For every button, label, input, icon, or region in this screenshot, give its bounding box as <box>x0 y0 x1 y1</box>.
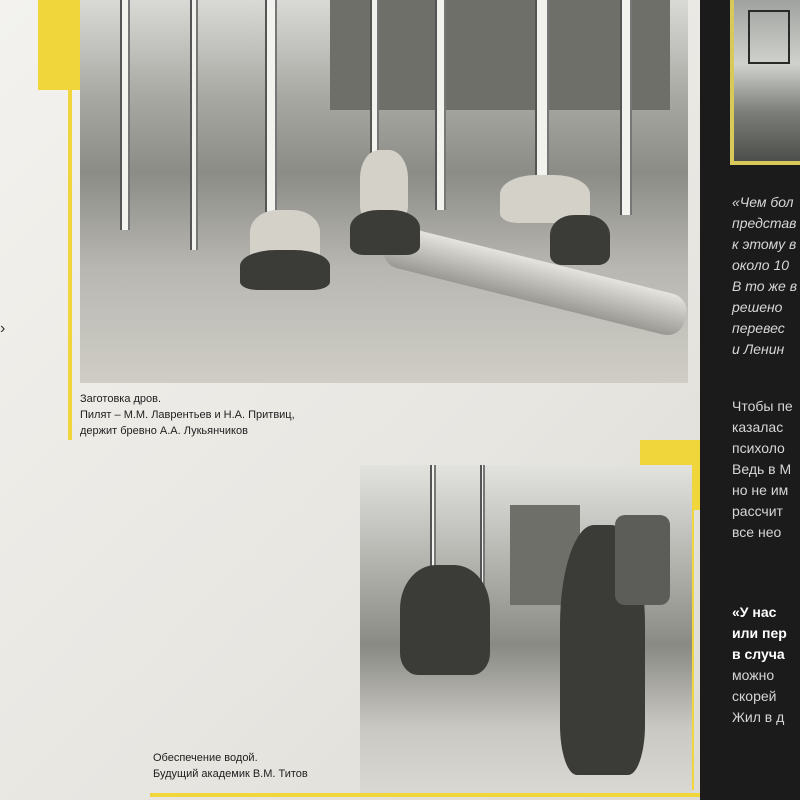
text-line: или пер <box>732 625 787 641</box>
yellow-accent-line-bottom <box>150 793 710 797</box>
arrow-mark-icon: › <box>0 320 6 337</box>
quote-paragraph <box>732 192 800 360</box>
text-line: можно <box>732 667 775 683</box>
body-paragraph <box>732 396 800 543</box>
text-line: представ <box>732 215 797 231</box>
text-line: в случа <box>732 646 785 662</box>
yellow-accent-block <box>38 0 82 90</box>
panel-photo <box>730 0 800 165</box>
photo-water-supply <box>360 465 692 793</box>
quote-paragraph-bold <box>732 602 800 728</box>
text-line: психоло <box>732 440 785 456</box>
text-line: Чтобы пе <box>732 398 793 414</box>
text-line: к этому в <box>732 236 797 252</box>
text-line: около 10 <box>732 257 790 273</box>
caption-line: Обеспечение водой. <box>153 752 258 764</box>
text-line: все нео <box>732 524 782 540</box>
side-text-panel <box>700 0 800 800</box>
text-line: и Ленин <box>732 341 785 357</box>
text-line: «Чем бол <box>732 194 794 210</box>
caption-line: Будущий академик В.М. Титов <box>153 768 308 780</box>
photo-wood-cutting <box>80 0 688 383</box>
photo-caption-top <box>80 391 295 439</box>
text-line: скорей <box>732 688 777 704</box>
text-line: но не им <box>732 482 789 498</box>
caption-line: Заготовка дров. <box>80 393 162 405</box>
photo-caption-bottom <box>153 750 308 782</box>
caption-line: держит бревно А.А. Лукьянчиков <box>80 425 248 437</box>
text-line: «У нас <box>732 604 777 620</box>
text-line: Ведь в М <box>732 461 792 477</box>
text-line: перевес <box>732 320 785 336</box>
caption-line: Пилят – М.М. Лаврентьев и Н.А. Притвиц, <box>80 409 295 421</box>
text-line: В то же в <box>732 278 798 294</box>
text-line: рассчит <box>732 503 783 519</box>
text-line: решено <box>732 299 783 315</box>
yellow-accent-line <box>68 90 72 440</box>
text-line: казалас <box>732 419 784 435</box>
text-line: Жил в д <box>732 709 785 725</box>
